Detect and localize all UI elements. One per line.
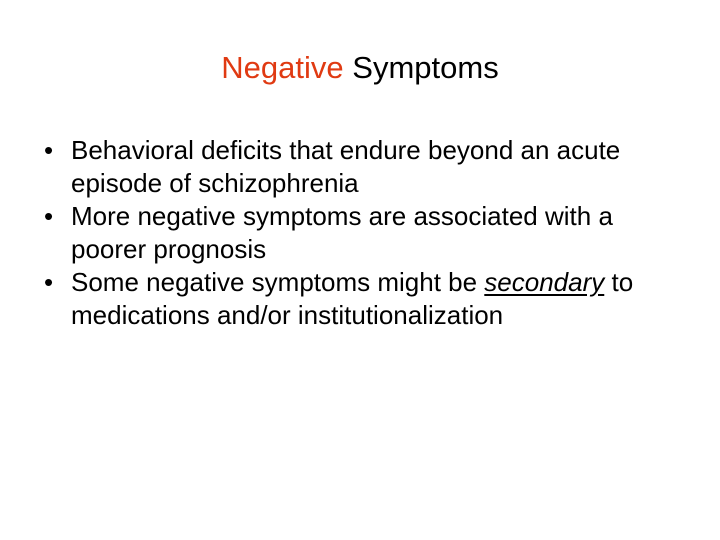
slide-title	[0, 48, 720, 88]
bullet-marker: •	[44, 135, 54, 165]
bullet-text: Behavioral deficits that endure beyond an acute episode of schizophrenia	[71, 135, 621, 198]
title-accent-word: Negative	[221, 50, 344, 85]
bullet-marker: •	[44, 267, 54, 297]
bullet-item-3	[44, 266, 684, 332]
bullet-item-2	[44, 200, 684, 266]
title-rest: Symptoms	[352, 50, 499, 85]
bullet-text: More negative symptoms are associated with a poorer prognosis	[71, 201, 613, 264]
bullet-item-1	[44, 134, 684, 200]
bullet-text-after: to medications and/or institutionalization	[71, 267, 634, 330]
bullet-emphasis: secondary	[484, 267, 605, 297]
bullet-text-before: Some negative symptoms might be	[71, 267, 485, 297]
bullet-marker: •	[44, 201, 54, 231]
bullet-list	[44, 134, 684, 332]
